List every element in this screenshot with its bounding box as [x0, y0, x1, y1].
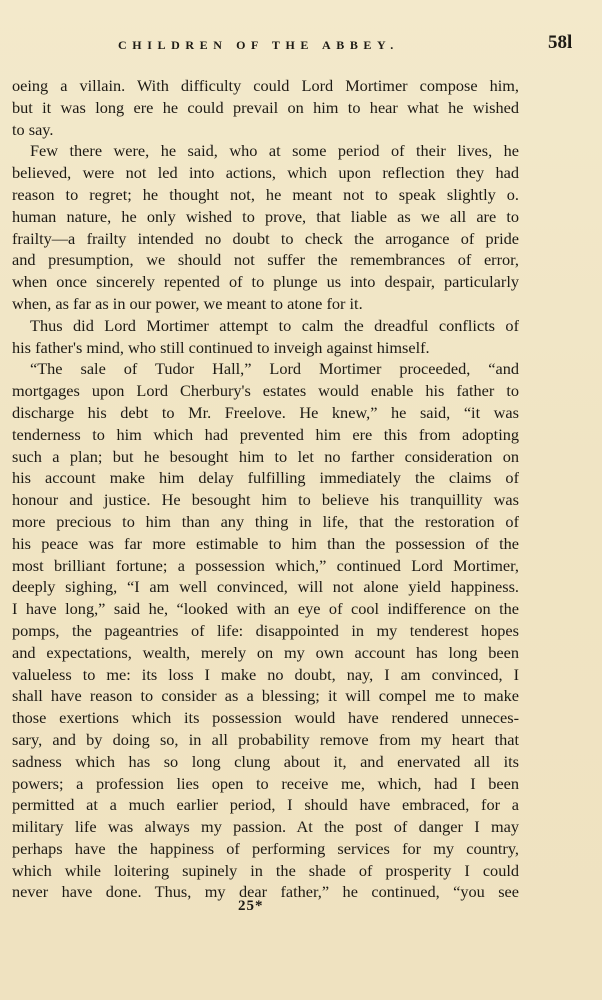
text-line: Thus did Lord Mortimer attempt to calm the dreadful conflicts of: [30, 315, 519, 335]
text-line: shall have reason to consider as a blessing; it will compel me to make: [12, 686, 519, 706]
text-line: human nature, he only wished to prove, that liable as we all are to: [12, 206, 519, 226]
text-line: valueless to me: its loss I make no doubt, nay, I am convinced, I: [12, 664, 519, 684]
text-line: “The sale of Tudor Hall,” Lord Mortimer proceeded, “and: [30, 359, 519, 379]
text-line: to say.: [12, 119, 54, 139]
body-text: [12, 75, 519, 903]
text-line: mortgages upon Lord Cherbury's estates would enable his father to: [12, 381, 519, 401]
running-head: [0, 30, 602, 60]
text-line: and presumption, we should not suffer the remembrances of error,: [12, 250, 519, 270]
text-line: believed, were not led into actions, which upon reflection they had: [12, 163, 519, 183]
text-line: his peace was far more estimable to him than the possession of the: [12, 533, 519, 553]
text-line: when, as far as in our power, we meant to atone for it.: [12, 293, 363, 313]
text-line: which while loitering supinely in the shade of prosperity I could: [12, 860, 519, 880]
text-line: but it was long ere he could prevail on him to hear what he wished: [12, 97, 519, 117]
text-line: deeply sighing, “I am well convinced, will not alone yield happiness.: [12, 577, 519, 597]
text-line: those exertions which its possession would have rendered unneces-: [12, 708, 519, 728]
text-line: reason to regret; he thought not, he meant not to speak slightly o.: [12, 184, 519, 204]
text-line: when once sincerely repented of to plunge us into despair, particularly: [12, 272, 519, 292]
text-line: permitted at a much earlier period, I should have embraced, for a: [12, 795, 519, 815]
text-line: I have long,” said he, “looked with an eye of cool indifference on the: [12, 599, 519, 619]
text-line: oeing a villain. With difficulty could Lord Mortimer compose him,: [12, 76, 519, 95]
signature-mark: 25*: [238, 898, 264, 914]
page-number: 58l: [548, 32, 573, 53]
text-line: such a plan; but he besought him to let no farther consideration on: [12, 446, 519, 466]
text-line: Few there were, he said, who at some period of their lives, he: [30, 141, 519, 161]
text-line: and expectations, wealth, merely on my own account has long been: [12, 642, 519, 662]
text-line: honour and justice. He besought him to believe his tranquillity was: [12, 490, 519, 510]
text-line: sadness which has so long clung about it, and enervated all its: [12, 751, 519, 771]
text-line: most brilliant fortune; a possession which,” continued Lord Mortimer,: [12, 555, 519, 575]
running-title: CHILDREN OF THE ABBEY.: [118, 38, 399, 52]
text-line: discharge his debt to Mr. Freelove. He knew,” he said, “it was: [12, 402, 519, 422]
text-line: tenderness to him which had prevented him ere this from adopting: [12, 424, 519, 444]
text-line: perhaps have the happiness of performing services for my country,: [12, 838, 519, 858]
text-line: more precious to him than any thing in life, that the restoration of: [12, 511, 519, 531]
text-line: pomps, the pageantries of life: disappointed in my tenderest hopes: [12, 620, 519, 640]
text-line: his account make him delay fulfilling immediately the claims of: [12, 468, 519, 488]
text-line: sary, and by doing so, in all probability remove from my heart that: [12, 729, 519, 749]
text-line: never have done. Thus, my dear father,” he continued, “you see: [12, 882, 519, 902]
text-line: powers; a profession lies open to receive me, which, had I been: [12, 773, 519, 793]
text-line: frailty—a frailty intended no doubt to check the arrogance of pride: [12, 228, 519, 248]
text-line: his father's mind, who still continued to inveigh against himself.: [12, 337, 430, 357]
text-line: military life was always my passion. At the post of danger I may: [12, 817, 519, 837]
